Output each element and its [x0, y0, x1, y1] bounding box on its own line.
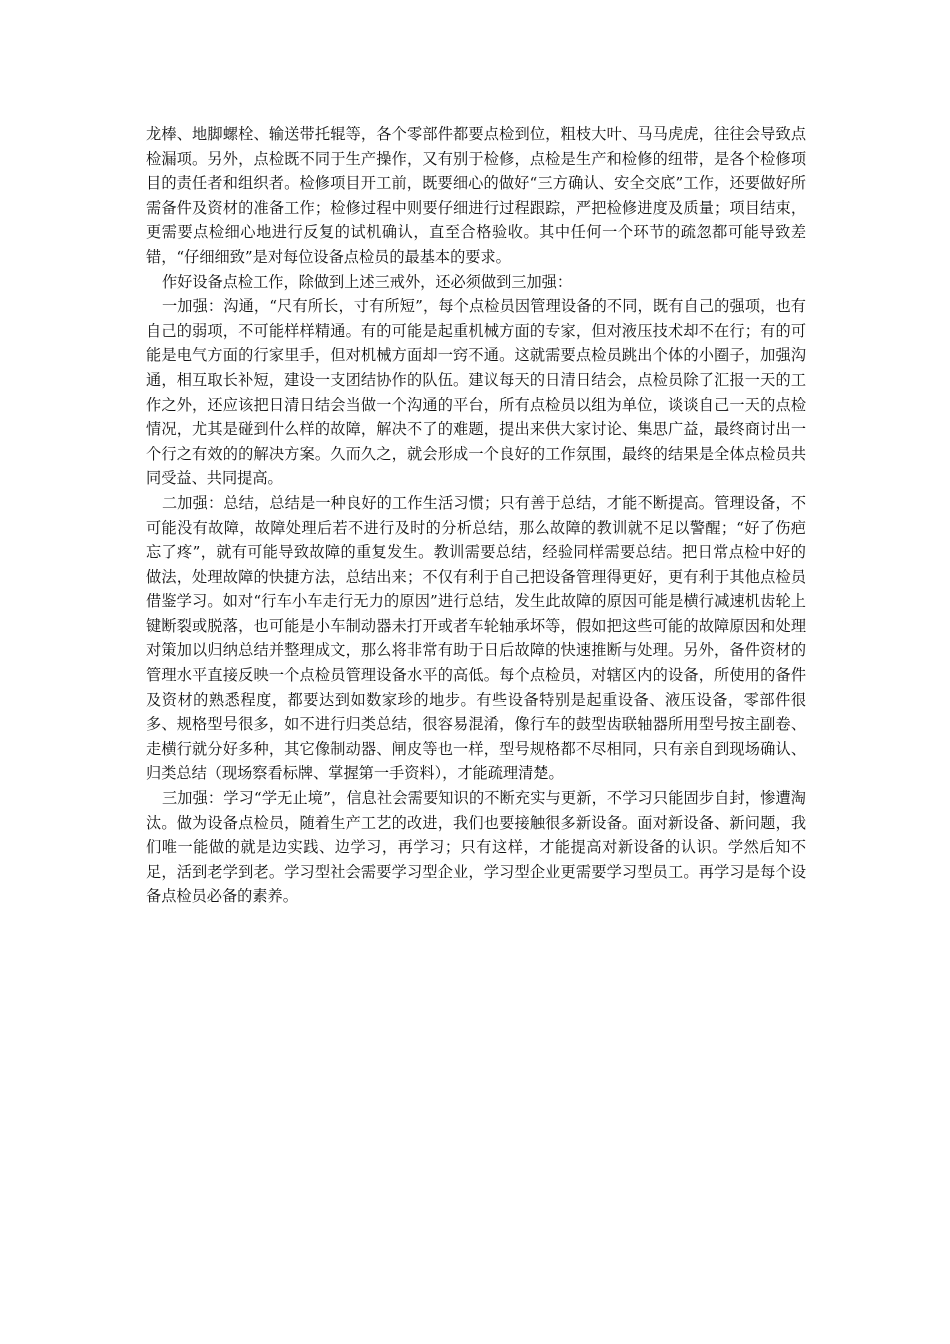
document-body — [146, 122, 806, 909]
paragraph-intro-three-strengthen: 作好设备点检工作，除做到上述三戒外，还必须做到三加强： — [161, 272, 573, 291]
paragraph-strengthen-summary: 二加强：总结，总结是一种良好的工作生活习惯；只有善于总结，才能不断提高。管理设备，不可能没有故障，故障处理后若不进行及时的分析总结，那么故障的教训就不足以警醒；“好了伤疤忘了疼”，就有可能导致故障的重复发生。教训需要总结，经验同样需要总结。把日常点检中好的做法，处理故障的快捷方法，总结出来；不仅有利于自己把设备管理得更好，更有利于其他点检员借鉴学习。如对“行车小车走行无力的原因”进行总结，发生此故障的原因可能是横行减速机齿轮上键断裂或脱落，也可能是小车制动器未打开或者车轮轴承坏等，假如把这些可能的故障原因和处理对策加以归纳总结并整理成文，那么将非常有助于日后故障的快速推断与处理。另外，备件资材的管理水平直接反映一个点检员管理设备水平的高低。每个点检员，对辖区内的设备，所使用的备件及资材的熟悉程度，都要达到如数家珍的地步。有些设备特别是起重设备、液压设备，零部件很多、规格型号很多，如不进行归类总结，很容易混淆，像行车的鼓型齿联轴器所用型号按主副卷、走横行就分好多种，其它像制动器、闸皮等也一样，型号规格都不尽相同，只有亲自到现场确认、归类总结（现场察看标牌、掌握第一手资料），才能疏理清楚。 — [146, 493, 806, 783]
paragraph-continuation: 龙棒、地脚螺栓、输送带托辊等，各个零部件都要点检到位，粗枝大叶、马马虎虎，往往会导致点检漏项。另外，点检既不同于生产操作，又有别于检修，点检是生产和检修的纽带，是各个检修项目的责任者和组织者。检修项目开工前，既要细心的做好“三方确认、安全交底”工作，还要做好所需备件及资材的准备工作；检修过程中则要仔细进行过程跟踪，严把检修进度及质量；项目结束，更需要点检细心地进行反复的试机确认，直至合格验收。其中任何一个环节的疏忽都可能导致差错，“仔细细致”是对每位设备点检员的最基本的要求。 — [146, 125, 806, 266]
paragraph-strengthen-communication: 一加强：沟通，“尺有所长，寸有所短”，每个点检员因管理设备的不同，既有自己的强项，也有自己的弱项，不可能样样精通。有的可能是起重机械方面的专家，但对液压技术却不在行；有的可能是电气方面的行家里手，但对机械方面却一窍不通。这就需要点检员跳出个体的小圈子，加强沟通，相互取长补短，建设一支团结协作的队伍。建议每天的日清日结会，点检员除了汇报一天的工作之外，还应该把日清日结会当做一个沟通的平台，所有点检员以组为单位，谈谈自己一天的点检情况，尤其是碰到什么样的故障，解决不了的难题，提出来供大家讨论、集思广益，最终商讨出一个行之有效的的解决方案。久而久之，就会形成一个良好的工作氛围，最终的结果是全体点检员共同受益、共同提高。 — [146, 297, 806, 488]
paragraph-strengthen-learning: 三加强：学习“学无止境”，信息社会需要知识的不断充实与更新，不学习只能固步自封，惨遭淘汰。做为设备点检员，随着生产工艺的改进，我们也要接触很多新设备。面对新设备、新问题，我们唯一能做的就是边实践、边学习，再学习；只有这样，才能提高对新设备的认识。学然后知不足，活到老学到老。学习型社会需要学习型企业，学习型企业更需要学习型员工。再学习是每个设备点检员必备的素养。 — [146, 789, 806, 906]
